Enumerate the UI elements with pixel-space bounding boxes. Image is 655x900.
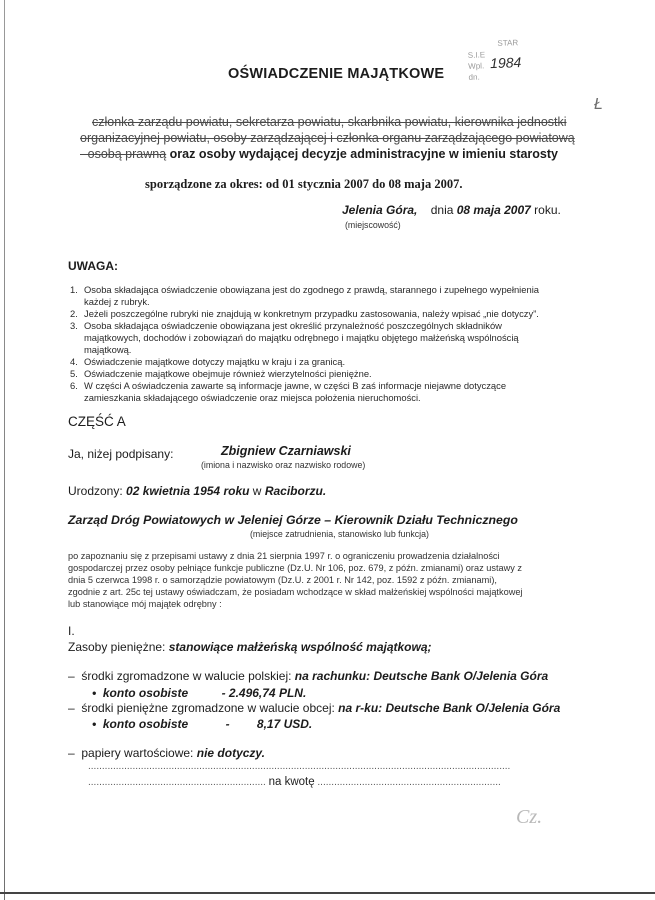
note-4-text: Oświadczenie majątkowe dotyczy majątku w kraju i za granicą.: [84, 356, 346, 367]
legal-paragraph-line: zgodnie z art. 25c tej ustawy oświadczam, że posiadam wchodzące w skład małżeńskiej wspólności majątkowej: [68, 587, 523, 597]
pln-amount: - 2.496,74 PLN.: [221, 686, 307, 700]
legal-paragraph-line: dnia 5 czerwca 1998 r. o samorządzie powiatowym (Dz.U. z 2001 r. Nr 142, poz. 1592 z późn. zmianami),: [68, 575, 497, 585]
scan-edge: [4, 0, 5, 900]
header-official-role: oraz osoby wydającej decyzje administracyjne w imieniu starosty: [169, 147, 558, 161]
birth-line: [68, 484, 326, 498]
stamp-line: Wpl.: [468, 61, 485, 71]
note-3-text-cont: majątkową.: [84, 344, 132, 355]
fx-funds-line: [68, 701, 560, 715]
city: Jelenia Góra,: [342, 203, 418, 217]
notes-heading: UWAGA:: [68, 259, 118, 273]
note-5-number: 5.: [70, 368, 78, 379]
dotted-fill: ................................................................: [88, 777, 266, 788]
document-title: OŚWIADCZENIE MAJĄTKOWE: [228, 66, 445, 82]
fx-funds-label: środki pieniężne zgromadzone w walucie obcej:: [81, 701, 335, 715]
header-strike-line-3: - osobą prawną: [80, 147, 167, 161]
note-6-text-cont: zamieszkania składającego oświadczenie oraz miejsca położenia nieruchomości.: [84, 392, 421, 403]
cash-resources-label: Zasoby pieniężne:: [68, 640, 166, 654]
stamp-line: dn.: [468, 72, 480, 82]
dash-marker: –: [68, 701, 82, 715]
bullet-icon: •: [92, 717, 103, 731]
legal-paragraph-line: gospodarczej przez osoby pełniące funkcje publiczne (Dz.U. Nr 106, poz. 679, z późn. zmianami) oraz ustawy z: [68, 563, 522, 573]
stamp-line: STAR: [497, 38, 519, 48]
declarant-name: Zbigniew Czarniawski: [221, 444, 351, 458]
pln-bank-account: na rachunku: Deutsche Bank O/Jelenia Góra: [294, 669, 549, 683]
cash-resources-line: [68, 640, 432, 654]
header-strike-line-1: członka zarządu powiatu, sekretarza powiatu, skarbnika powiatu, kierownika jednostki: [92, 115, 567, 129]
note-2-number: 2.: [70, 308, 78, 319]
pln-funds-label: środki zgromadzone w walucie polskiej:: [81, 669, 292, 683]
pln-account-type: konto osobiste: [102, 686, 189, 700]
cash-resources-value: stanowiące małżeńską wspólność majątkową;: [168, 640, 432, 654]
securities-line: [68, 746, 265, 760]
place-caption: (miejscowość): [345, 220, 401, 230]
birth-date: 02 kwietnia 1954 roku: [126, 484, 250, 498]
securities-value: nie dotyczy.: [196, 746, 265, 760]
note-3-number: 3.: [70, 320, 78, 331]
handwritten-mark: Ł: [594, 96, 603, 113]
note-4-number: 4.: [70, 356, 78, 367]
note-3-text-cont: majątkowych, dochodów i zobowiązań do majątku odrębnego i majątku objętego małżeńską wspólnością: [84, 332, 519, 343]
pln-account-row: [92, 686, 306, 700]
fx-account-row: [92, 717, 312, 731]
employer-position: Zarząd Dróg Powiatowych w Jeleniej Górze – Kierownik Działu Technicznego: [68, 513, 518, 527]
name-caption: (imiona i nazwisko oraz nazwisko rodowe): [201, 460, 366, 470]
note-2-text: Jeżeli poszczególne rubryki nie znajdują w konkretnym przypadku zastosowania, należy wpisać „nie dotyczy”.: [84, 308, 539, 319]
scan-edge: [0, 892, 655, 894]
fx-amount: 8,17 USD.: [256, 717, 313, 731]
fx-bank-account: na r-ku: Deutsche Bank O/Jelenia Góra: [338, 701, 561, 715]
stamp-line: S.I.E: [467, 50, 486, 60]
fx-dash: -: [225, 717, 230, 731]
note-6-text: W części A oświadczenia zawarte są informacje jawne, w części B zaś informacje niejawne dotyczące: [84, 380, 507, 391]
registration-stamp: [467, 37, 522, 83]
note-1-text-cont: każdej z rubryk.: [84, 296, 150, 307]
legal-paragraph-line: lub stanowiące mój majątek odrębny :: [68, 599, 222, 609]
note-6-number: 6.: [70, 380, 78, 391]
date: 08 maja 2007: [456, 203, 531, 217]
dash-marker: –: [68, 746, 82, 760]
header-line-3: [80, 147, 558, 161]
undersigned-label: Ja, niżej podpisany:: [68, 447, 174, 461]
fx-account-type: konto osobiste: [102, 717, 189, 731]
legal-paragraph-line: po zapoznaniu się z przepisami ustawy z dnia 21 sierpnia 1997 r. o ograniczeniu prowadzenia działalności: [68, 551, 500, 561]
note-1-number: 1.: [70, 284, 78, 295]
born-in: w: [252, 484, 262, 498]
born-label: Urodzony:: [68, 484, 123, 498]
dash-marker: –: [68, 669, 82, 683]
date-suffix: roku.: [534, 203, 561, 217]
bullet-icon: •: [92, 686, 103, 700]
section-number: I.: [68, 624, 75, 638]
stamp-number: 1984: [489, 54, 522, 72]
securities-label: papiery wartościowe:: [81, 746, 194, 760]
dotted-fill: ..................................................................: [317, 777, 501, 788]
dotted-fill-line: ........................................................................................................................................................: [88, 761, 511, 772]
note-5-text: Oświadczenie majątkowe obejmuje również wierzytelności pieniężne.: [84, 368, 372, 379]
note-3-text: Osoba składająca oświadczenie obowiązana jest określić przynależność poszczególnych składników: [84, 320, 502, 331]
header-strike-line-2: organizacyjnej powiatu, osoby zarządzającej i członka organu zarządzającego powiatową: [80, 131, 575, 145]
birth-place: Raciborzu.: [264, 484, 327, 498]
date-prefix: dnia: [430, 203, 454, 217]
period-statement: sporządzone za okres: od 01 stycznia 2007 do 08 maja 2007.: [145, 177, 463, 191]
place-and-date: [342, 203, 561, 217]
amount-line: [88, 776, 501, 788]
part-a-heading: CZĘŚĆ A: [68, 414, 126, 429]
amount-label: na kwotę: [268, 776, 315, 788]
note-1-text: Osoba składająca oświadczenie obowiązana jest do zgodnego z prawdą, starannego i zupełnego wypełnienia: [84, 284, 539, 295]
pln-funds-line: [68, 669, 548, 683]
signature-initials: Cz.: [516, 806, 543, 828]
employer-caption: (miejsce zatrudnienia, stanowisko lub funkcja): [250, 529, 429, 539]
